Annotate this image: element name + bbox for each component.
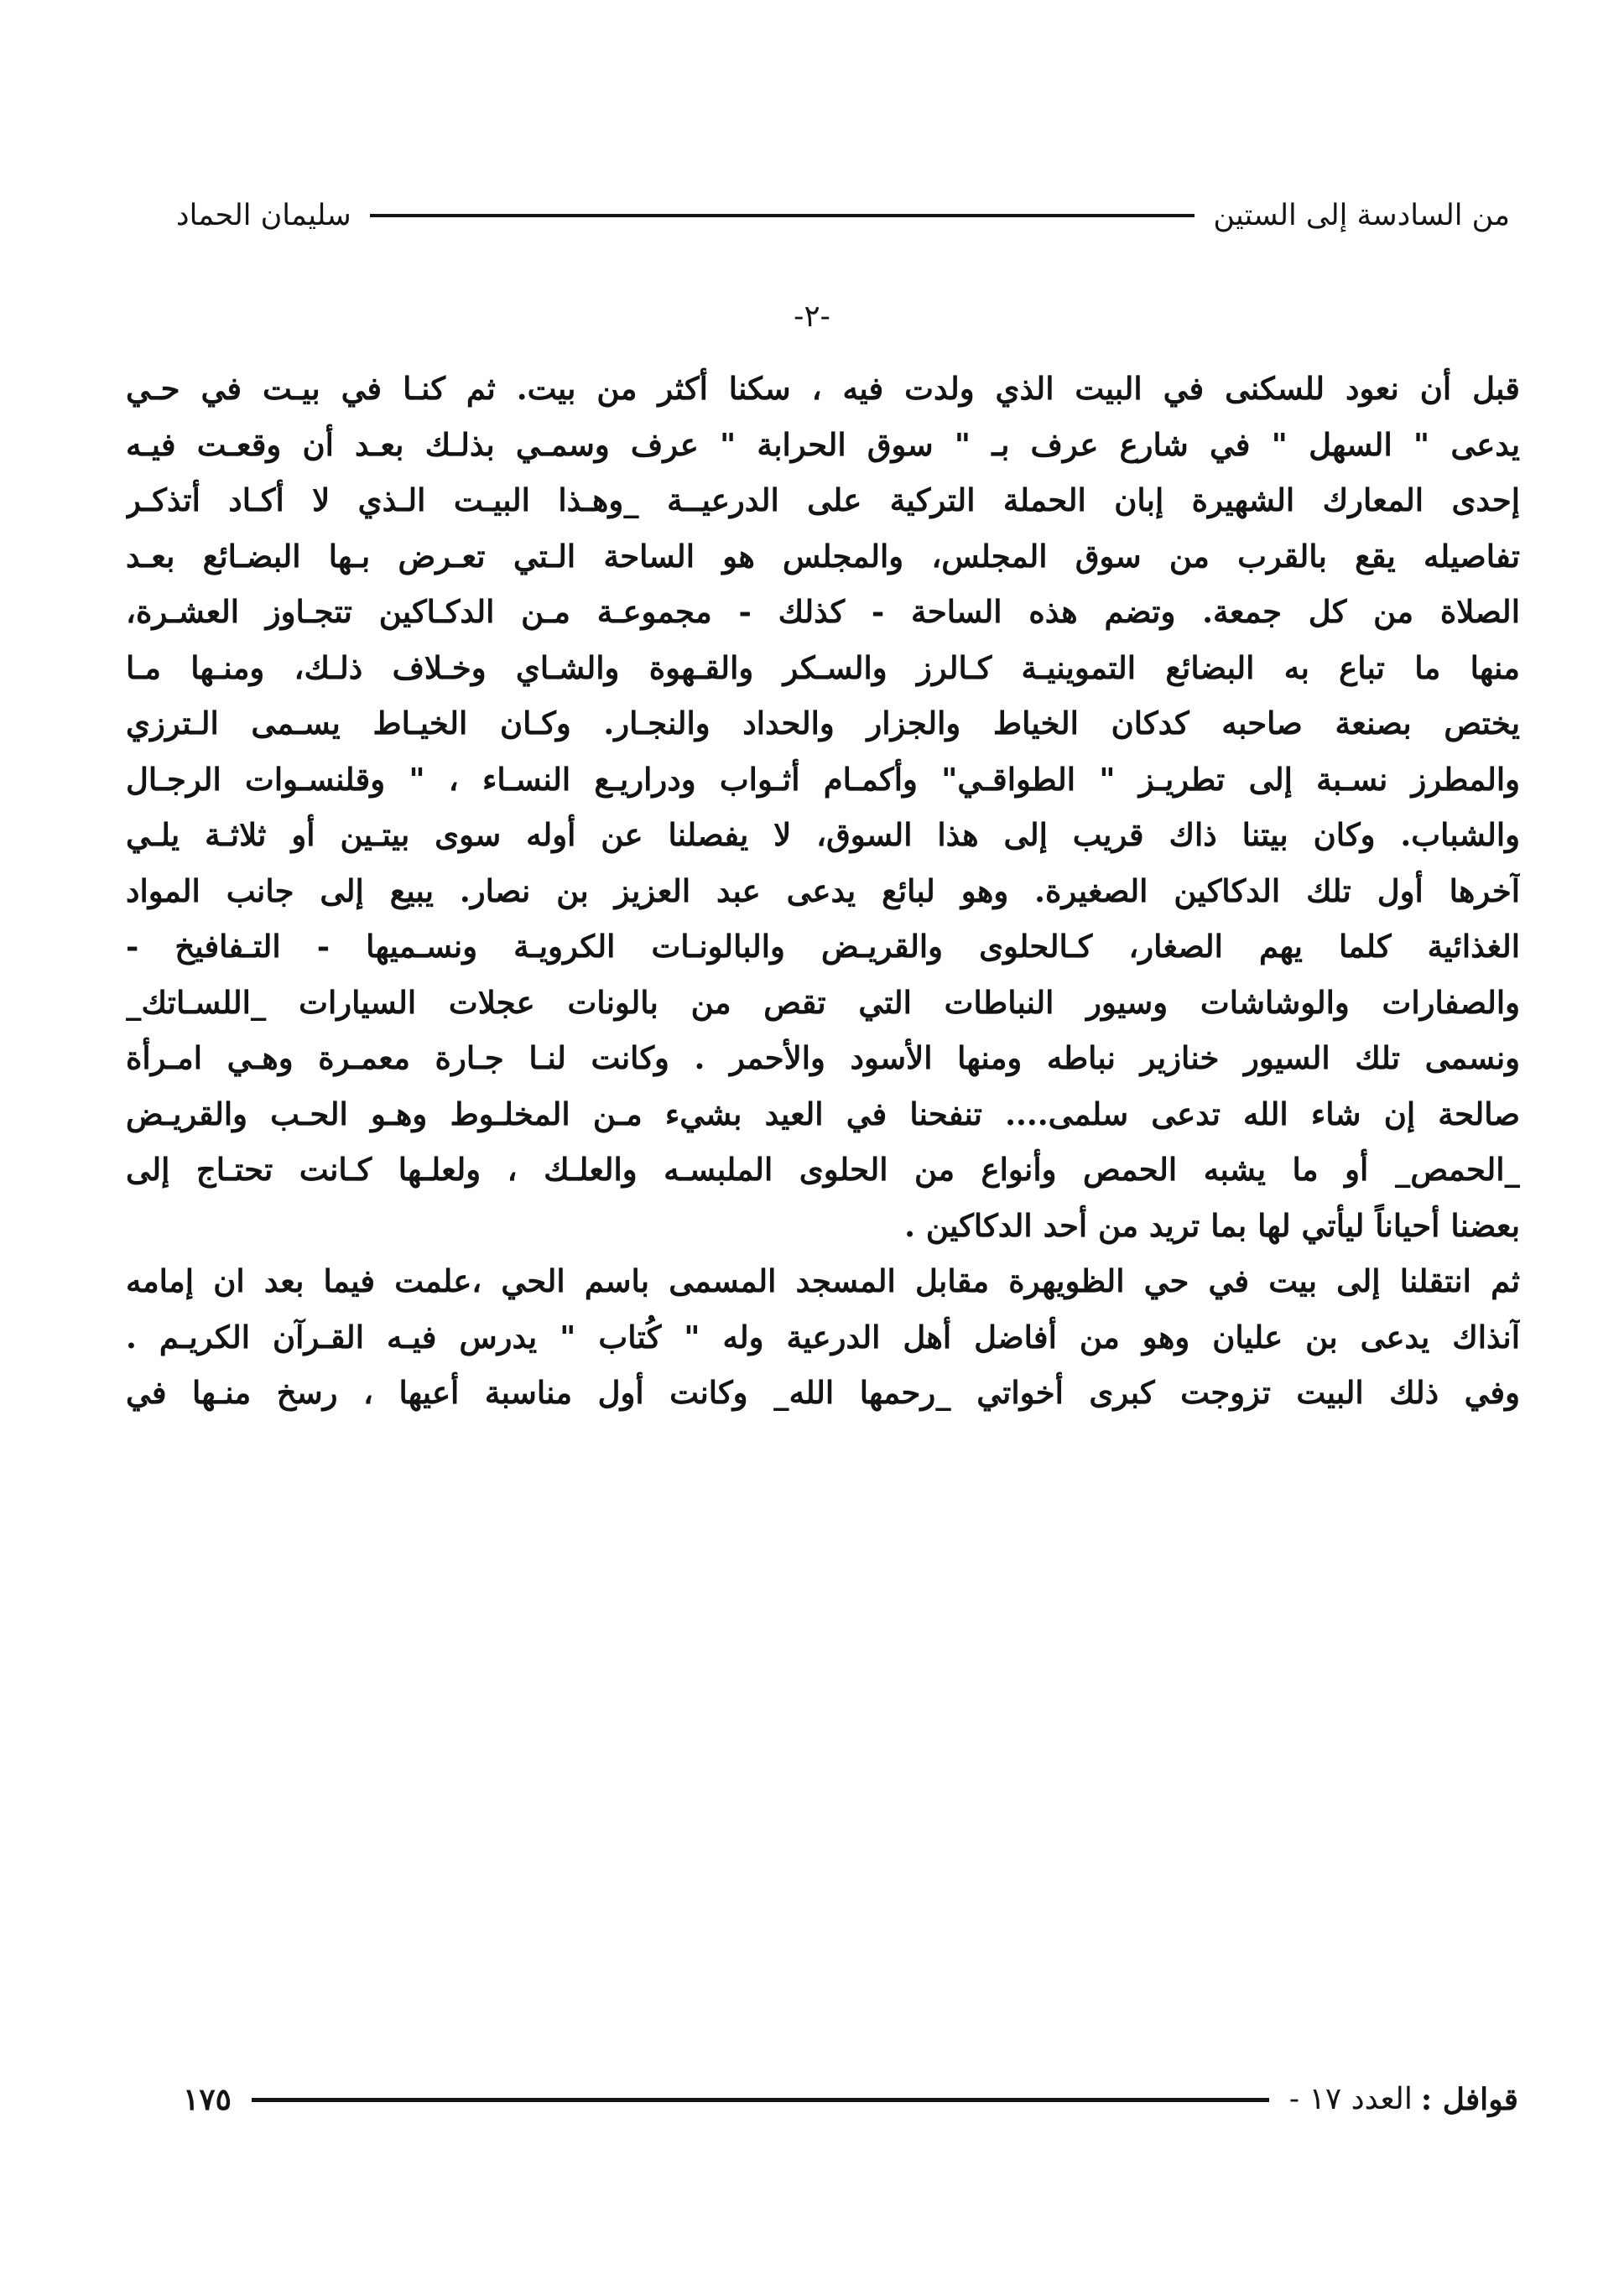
footer-rule <box>252 2098 1269 2102</box>
author-name: سليمان الحماد <box>176 199 351 232</box>
text-line: يختص بصنعة صاحبه كدكان الخياط والجزار والحداد والنجـار. وكـان الخيـاط يسـمى الـترزي <box>126 705 1520 742</box>
body-text <box>126 361 1520 1421</box>
text-line: قبل أن نعود للسكنى في البيت الذي ولدت فيه ، سكنا أكثر من بيت. ثم كنـا في بيـت في حـي <box>126 370 1520 407</box>
header-rule <box>370 214 1195 217</box>
text-line-paragraph-end: بعضنا أحياناً ليأتي لها بما تريد من أحد الدكاكين . <box>904 1206 1520 1244</box>
text-line: والشباب. وكان بيتنا ذاك قريب إلى هذا السوق، لا يفصلنا عن أوله سوى بيتـين أو ثلاثـة يلـي <box>126 816 1520 853</box>
page-number: ١٧٥ <box>183 2082 232 2117</box>
text-line: تفاصيله يقع بالقرب من سوق المجلس، والمجلس هو الساحة الـتي تعـرض بـها البضـائع بعـد <box>126 537 1520 575</box>
issue-label: العدد ١٧ - <box>1288 2082 1413 2116</box>
text-line: منها ما تباع به البضائع التموينيـة كـالرز والسـكر والقـهوة والشـاي وخـلاف ذلـك، ومنـها مـا <box>126 648 1520 686</box>
section-number: -٢- <box>794 299 830 334</box>
text-line: والصفارات والوشاشات وسيور النباطات التي تقص من بالونات عجلات السيارات _اللسـاتك_ <box>126 983 1520 1021</box>
text-line: ونسمى تلك السيور خنازير نباطه ومنها الأسود والأحمر . وكانت لنـا جـارة معمـرة وهـي امـرأة <box>126 1039 1520 1076</box>
text-line: صالحة إن شاء الله تدعى سلمى.... تنفحنا في العيد بشيء مـن المخلـوط وهـو الحـب والقريـض <box>126 1095 1520 1132</box>
article-title: من السادسة إلى الستين <box>1213 199 1510 232</box>
text-line: _الحمص_ أو ما يشبه الحمص وأنواع من الحلوى الملبسـه والعلـك ، ولعلـها كـانت تحتـاج إلى <box>126 1151 1520 1188</box>
text-line: الغذائية كلما يهم الصغار، كـالحلوى والقريـض والبالونـات الكرويـة ونسـميها - التـفافيخ - <box>126 928 1520 965</box>
text-line: يدعى " السهل " في شارع عرف بـ " سوق الحرابة " عرف وسمـي بذلـك بعـد أن وقعـت فيـه <box>126 425 1520 463</box>
running-header <box>176 195 1510 237</box>
text-line: إحدى المعارك الشهيرة إبان الحملة التركية على الدرعيــة _وهـذا البيـت الـذي لا أكـاد أتذكـر <box>126 481 1520 518</box>
journal-name: قوافل : <box>1420 2082 1518 2117</box>
text-line: وفي ذلك البيت تزوجت كبرى أخواتي _رحمها الله_ وكانت أول مناسبة أعيها ، رسخ منـها في <box>126 1374 1520 1411</box>
text-line: ثم انتقلنا إلى بيت في حي الظويهرة مقابل المسجد المسمى باسم الحي ،علمت فيما بعد ان إمامه <box>126 1262 1520 1299</box>
text-line: والمطرز نسـبة إلى تطريـز " الطواقـي" وأكمـام أثـواب ودراريـع النسـاء ، " وقلنسـوات الرجـال <box>126 760 1520 798</box>
page-footer <box>183 2076 1518 2123</box>
text-line: آنذاك يدعى بن عليان وهو من أفاضل أهل الدرعية وله " كُتاب " يدرس فيـه القـرآن الكريـم . <box>126 1318 1520 1356</box>
text-line: الصلاة من كل جمعة. وتضم هذه الساحة - كذلك - مجموعـة مـن الدكـاكين تتجـاوز العشـرة، <box>126 593 1520 630</box>
text-line: آخرها أول تلك الدكاكين الصغيرة. وهو لبائع يدعى عبد العزيز بن نصار. يبيع إلى جانب المواد <box>126 872 1520 909</box>
